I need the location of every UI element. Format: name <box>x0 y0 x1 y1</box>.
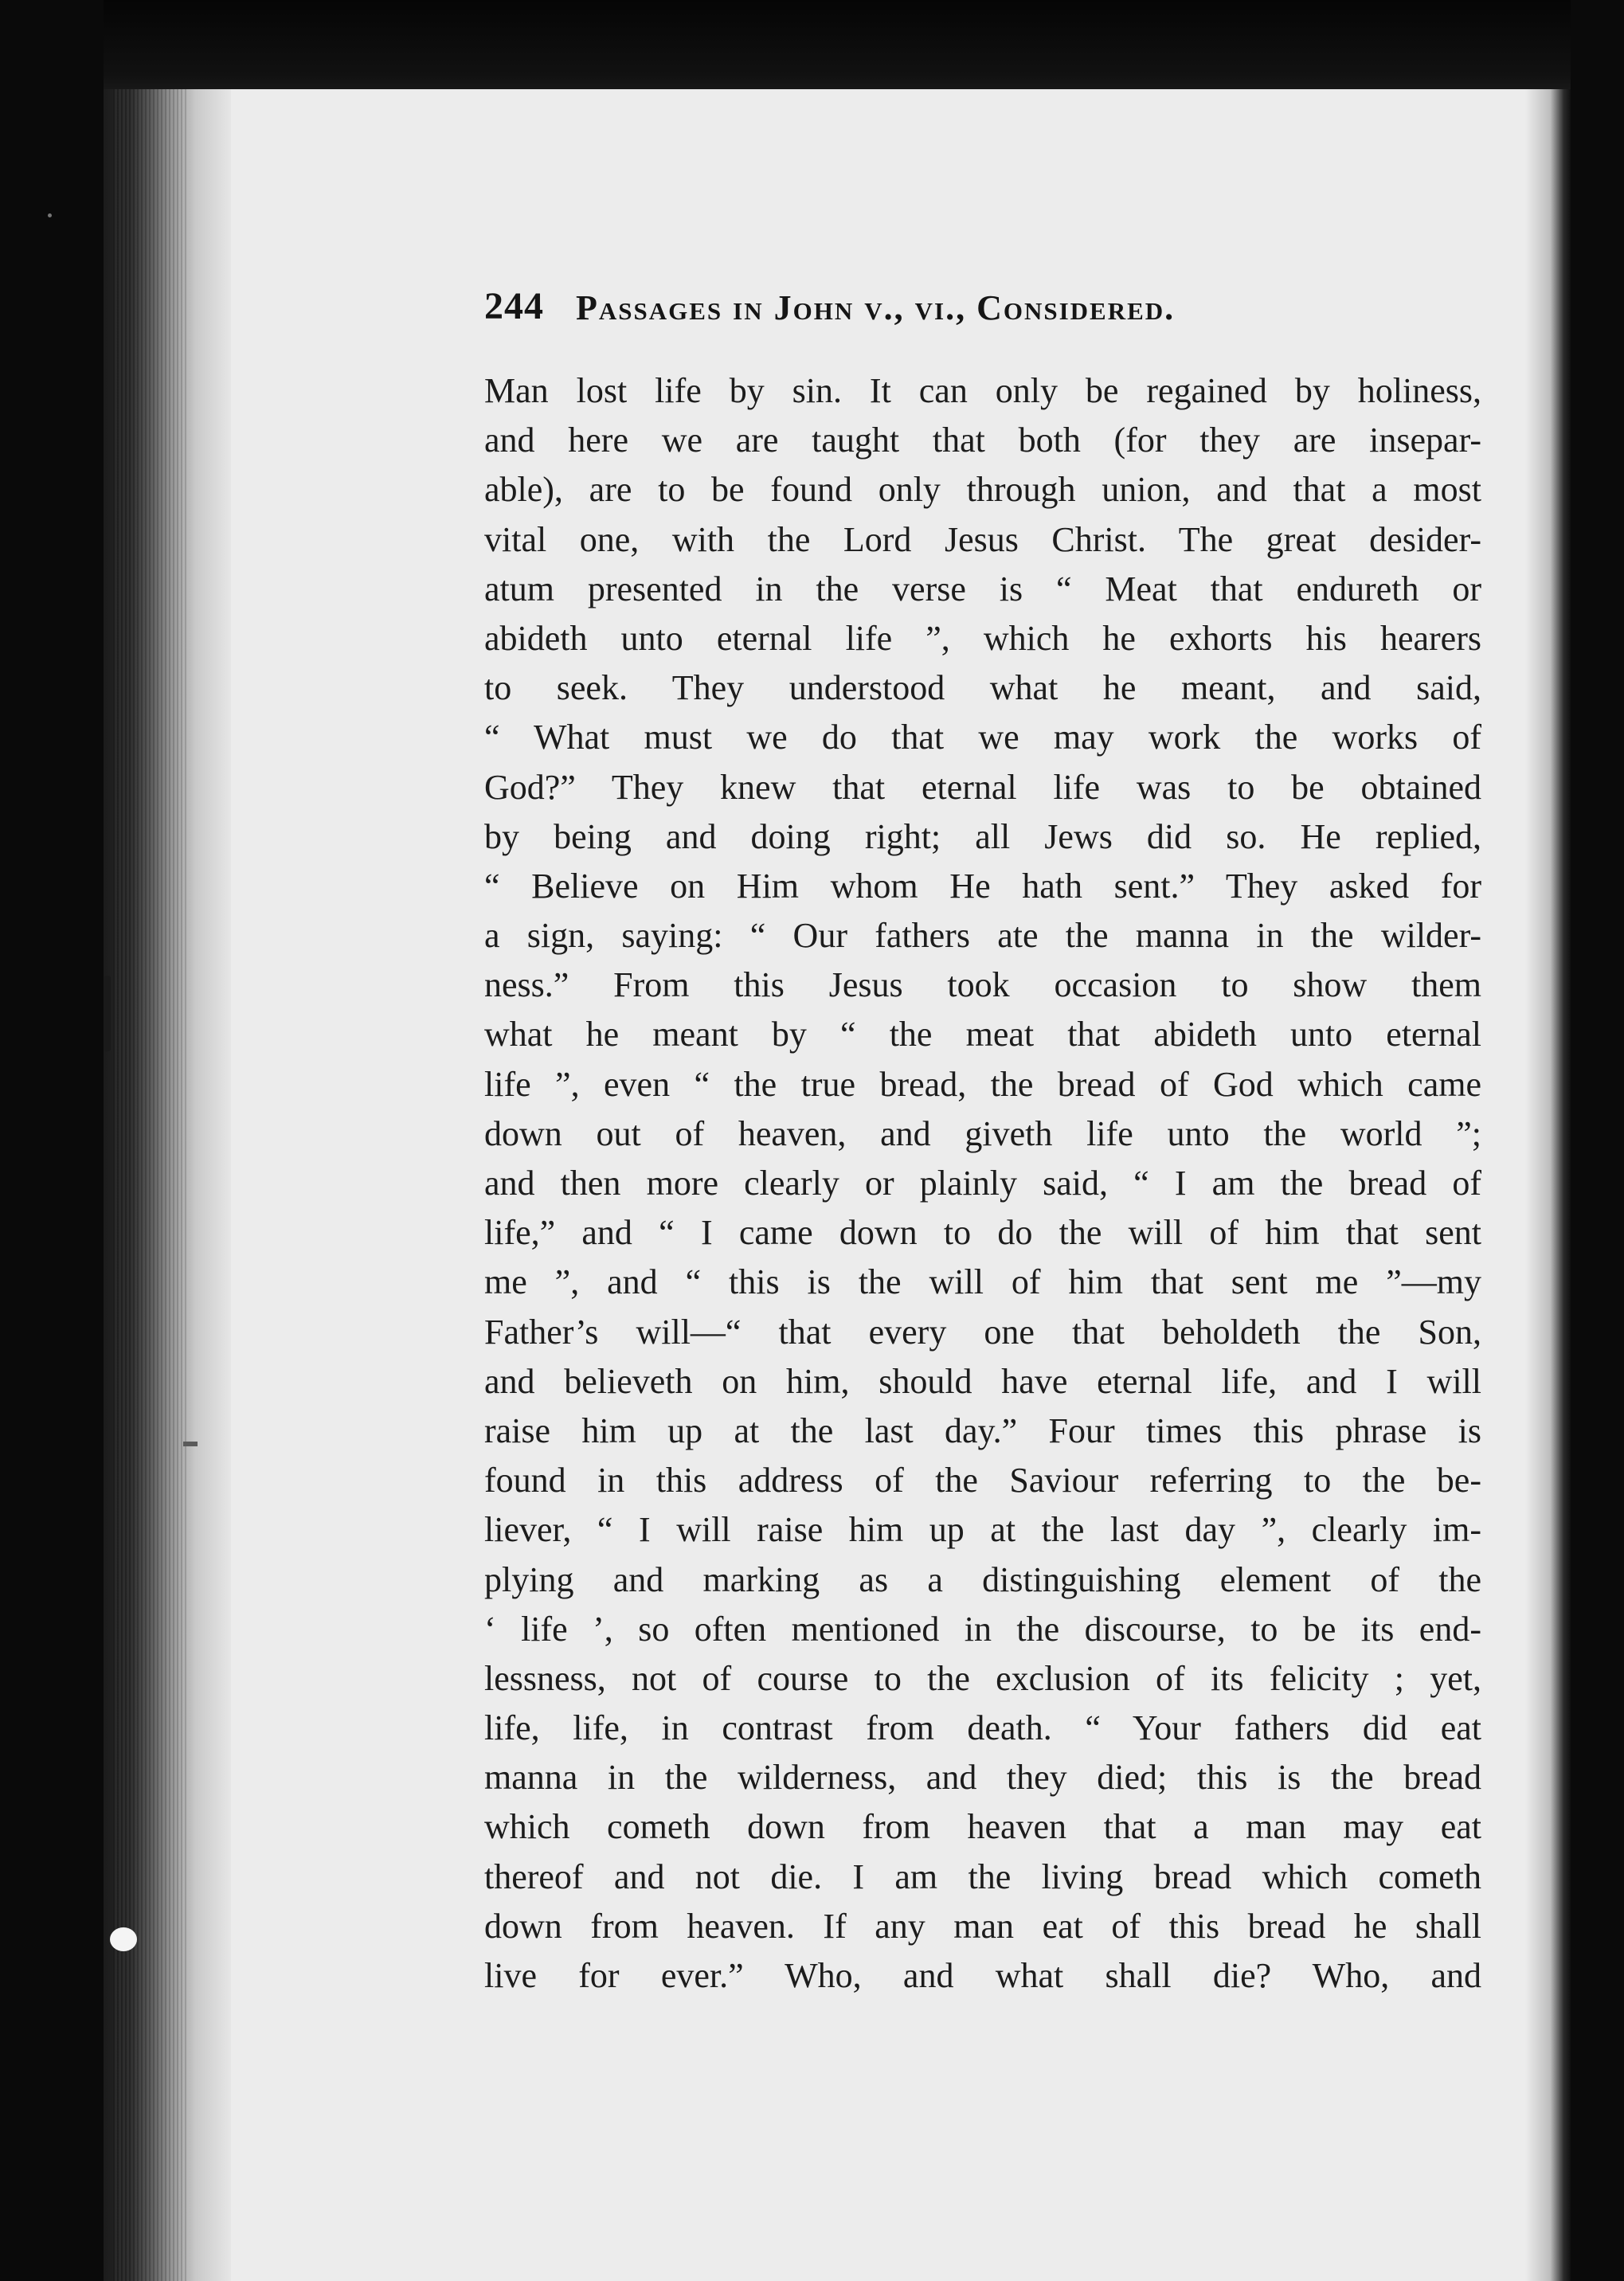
text-line: to seek. They understood what he meant, and said, <box>484 668 1481 708</box>
body-text <box>484 366 1481 2001</box>
page-edge-texture <box>113 89 189 2281</box>
text-line: a sign, saying: “ Our fathers ate the manna in the wilder- <box>484 916 1481 956</box>
text-line: vital one, with the Lord Jesus Christ. The great desider- <box>484 519 1481 559</box>
scanner-border-left <box>0 0 104 2281</box>
text-line: life,” and “ I came down to do the will of him that sent <box>484 1213 1481 1253</box>
text-line: manna in the wilderness, and they died; this is the bread <box>484 1758 1481 1798</box>
paper-blemish <box>110 1927 137 1951</box>
text-line: able), are to be found only through union, and that a most <box>484 470 1481 510</box>
text-line: “ Believe on Him whom He hath sent.” They asked for <box>484 866 1481 906</box>
text-line: atum presented in the verse is “ Meat that endureth or <box>484 569 1481 608</box>
text-line: raise him up at the last day.” Four times this phrase is <box>484 1410 1481 1450</box>
text-line: God?” They knew that eternal life was to be obtained <box>484 767 1481 807</box>
page-gutter-shadow <box>104 89 231 2281</box>
text-line: down out of heaven, and giveth life unto the world ”; <box>484 1113 1481 1153</box>
text-line: lessness, not of course to the exclusion of its felicity ; yet, <box>484 1658 1481 1698</box>
text-line: “ What must we do that we may work the works of <box>484 718 1481 757</box>
text-line: by being and doing right; all Jews did so. He replied, <box>484 816 1481 856</box>
text-line: and then more clearly or plainly said, “ I am the bread of <box>484 1164 1481 1203</box>
text-line: Father’s will—“ that every one that beholdeth the Son, <box>484 1312 1481 1352</box>
text-line: life, life, in contrast from death. “ Your fathers did eat <box>484 1708 1481 1748</box>
page-number: 244 <box>484 285 544 327</box>
text-line: life ”, even “ the true bread, the bread of God which came <box>484 1064 1481 1104</box>
text-line: plying and marking as a distinguishing element of the <box>484 1559 1481 1599</box>
text-line: liever, “ I will raise him up at the last day ”, clearly im- <box>484 1510 1481 1550</box>
text-line: abideth unto eternal life ”, which he exhorts his hearers <box>484 618 1481 658</box>
text-line: which cometh down from heaven that a man may eat <box>484 1807 1481 1847</box>
dust-speck <box>48 213 52 217</box>
binding-mark <box>104 976 111 1051</box>
text-line: live for ever.” Who, and what shall die? Who, and <box>484 1956 1481 1995</box>
text-line: down from heaven. If any man eat of this bread he shall <box>484 1906 1481 1946</box>
text-line: ness.” From this Jesus took occasion to show them <box>484 965 1481 1005</box>
text-line: what he meant by “ the meat that abideth unto eternal <box>484 1015 1481 1054</box>
text-line: ‘ life ’, so often mentioned in the discourse, to be its end- <box>484 1609 1481 1649</box>
text-line: me ”, and “ this is the will of him that sent me ”—my <box>484 1262 1481 1302</box>
text-line: thereof and not die. I am the living bread which cometh <box>484 1856 1481 1896</box>
scanner-border-top <box>0 0 1624 94</box>
text-line: and believeth on him, should have eternal life, and I will <box>484 1361 1481 1401</box>
text-line: Man lost life by sin. It can only be regained by holiness, <box>484 371 1481 410</box>
running-title: Passages in John v., vi., Considered. <box>576 288 1176 327</box>
binding-stitch-mark <box>183 1442 198 1446</box>
scanner-border-right <box>1571 0 1624 2281</box>
running-head <box>484 284 1402 340</box>
page-right-shadow <box>1525 89 1571 2281</box>
text-line: and here we are taught that both (for they are insepar- <box>484 421 1481 460</box>
text-line: found in this address of the Saviour referring to the be- <box>484 1461 1481 1500</box>
